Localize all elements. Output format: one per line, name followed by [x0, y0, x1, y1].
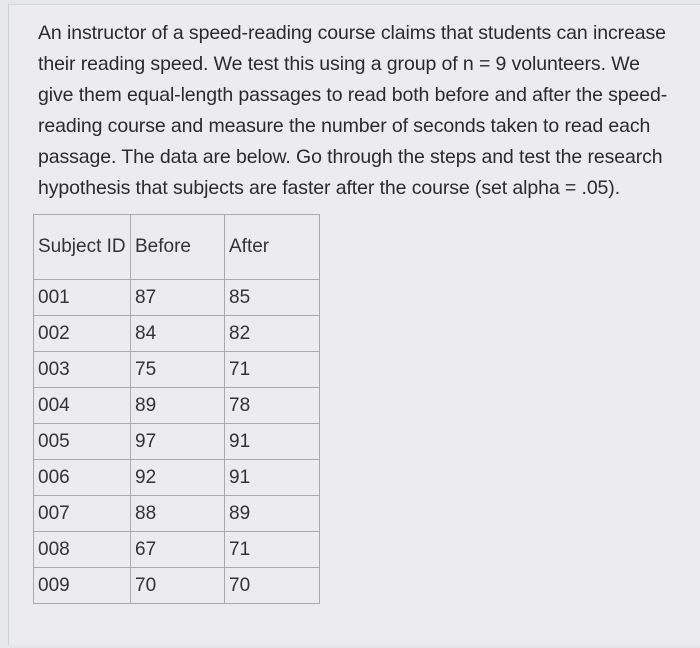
cell-subject-id: 004 [34, 388, 131, 424]
table-row [34, 316, 320, 352]
table-row [34, 424, 320, 460]
cell-before: 92 [131, 460, 225, 496]
cell-subject-id: 005 [34, 424, 131, 460]
table-row [34, 460, 320, 496]
cell-after: 71 [225, 532, 320, 568]
table-row [34, 568, 320, 604]
header-before: Before [131, 215, 225, 280]
cell-before: 75 [131, 352, 225, 388]
cell-subject-id: 008 [34, 532, 131, 568]
cell-before: 97 [131, 424, 225, 460]
table-row [34, 280, 320, 316]
cell-before: 87 [131, 280, 225, 316]
cell-subject-id: 007 [34, 496, 131, 532]
data-table [33, 214, 320, 604]
cell-after: 82 [225, 316, 320, 352]
cell-after: 91 [225, 460, 320, 496]
table-header-row [34, 215, 320, 280]
cell-subject-id: 003 [34, 352, 131, 388]
cell-subject-id: 009 [34, 568, 131, 604]
cell-before: 67 [131, 532, 225, 568]
cell-after: 70 [225, 568, 320, 604]
question-line: reading course and measure the number of seconds taken to read each [38, 115, 651, 137]
header-subject-id: Subject ID [34, 215, 131, 280]
question-line: An instructor of a speed-reading course claims that students can increase [38, 22, 666, 44]
table-row [34, 532, 320, 568]
question-line: give them equal-length passages to read both before and after the speed- [38, 84, 668, 106]
cell-before: 88 [131, 496, 225, 532]
table-row [34, 496, 320, 532]
cell-before: 84 [131, 316, 225, 352]
cell-before: 89 [131, 388, 225, 424]
cell-after: 91 [225, 424, 320, 460]
cell-before: 70 [131, 568, 225, 604]
table-row [34, 352, 320, 388]
cell-subject-id: 001 [34, 280, 131, 316]
table-row [34, 388, 320, 424]
cell-subject-id: 002 [34, 316, 131, 352]
question-line: hypothesis that subjects are faster after the course (set alpha = .05). [38, 177, 621, 199]
question-text [38, 18, 698, 204]
cell-after: 85 [225, 280, 320, 316]
cell-after: 71 [225, 352, 320, 388]
cell-subject-id: 006 [34, 460, 131, 496]
question-line: passage. The data are below. Go through the steps and test the research [38, 146, 663, 168]
question-line: their reading speed. We test this using a group of n = 9 volunteers. We [38, 53, 640, 75]
cell-after: 78 [225, 388, 320, 424]
cell-after: 89 [225, 496, 320, 532]
header-after: After [225, 215, 320, 280]
